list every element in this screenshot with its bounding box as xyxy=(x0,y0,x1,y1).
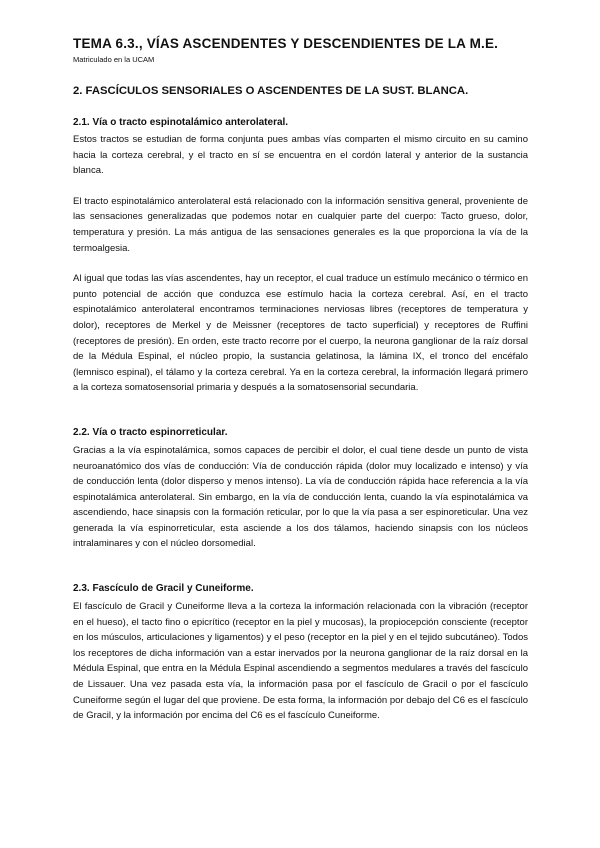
subsection-title-2-1: 2.1. Vía o tracto espinotalámico anterolateral. xyxy=(73,117,289,128)
subsection-title-2-2: 2.2. Vía o tracto espinorreticular. xyxy=(73,426,228,438)
paragraph: El fascículo de Gracil y Cuneiforme lleva a la corteza la información relacionada con la vibración (receptor en el hueso), el tacto fino o epicrítico (receptor en la piel y mucosas), la propiocepción consciente (receptor en los músculos, articulaciones y ligamentos) y el peso (receptor en la piel y en el tejido subcutáneo). Todos los receptores de dicha información van a estar inervados por la neurona ganglionar de la raíz dorsal en la Médula Espinal, que entra en la Médula Espinal ascendiendo a segmentos medulares a través del fascículo de Lissauer. Una vez pasada esta vía, la información pasa por el fascículo de Gracil o por el fascículo Cuneiforme según el lugar del que proviene. De esta forma, la información por debajo del C6 es el fascículo de Gracil, y la información por encima del C6 es el fascículo Cuneiforme. xyxy=(73,601,528,722)
paragraph: Al igual que todas las vías ascendentes, hay un receptor, el cual traduce un estímulo mecánico o térmico en punto potencial de acción que conduzca ese estímulo hacia la corteza cerebral. Así, en el tracto espinotalámico anterolateral encontramos terminaciones nerviosas libres (receptores de temperatura y dolor), receptores de Merkel y de Meissner (receptores de tacto superficial) y receptores de Ruffini (receptores de presión). En orden, este tracto recorre por el cuerpo, la neurona ganglionar de la raíz dorsal de la Médula Espinal, el núcleo propio, la sustancia gelatinosa, la lámina IX, el tronco del encéfalo (lemnisco espinal), el tálamo y la corteza cerebral. Ya en la corteza cerebral, la información llegará primero a la corteza somatosensorial primaria y después a la somatosensorial secundaria. xyxy=(73,273,528,394)
document-title: TEMA 6.3., VÍAS ASCENDENTES Y DESCENDIENTES DE LA M.E. xyxy=(73,36,499,51)
paragraph: Gracias a la vía espinotalámica, somos capaces de percibir el dolor, el cual tiene desde un punto de vista neuroanatómico dos vías de conducción: Vía de conducción rápida (dolor muy localizado e intenso) y vía de conducción lenta (dolor disperso y menos intenso). La vía de conducción rápida hace referencia a la vía espinotalámica anterolateral. Sin embargo, en la vía de conducción lenta, cuando la vía espinotalámica va ascendiendo, hace sinapsis con la formación reticular, por lo que la vía pasa a ser espinoreticular. Una vez generada la vía espinorreticular, esta asciende a los dos tálamos, haciendo sinapsis con los núcleos intralaminares y con el núcleo dorsomedial. xyxy=(73,444,528,550)
paragraph: El tracto espinotalámico anterolateral está relacionado con la información sensitiva general, proveniente de las sensaciones generalizadas que podemos notar en cualquier parte del cuerpo: Tacto grueso, dolor, temperatura y presión. La más antigua de las sensaciones generales es la que proporciona la vía de la termoalgesia. xyxy=(73,195,528,254)
document-subtitle: Matriculado en la UCAM xyxy=(73,55,155,64)
section-title: 2. FASCÍCULOS SENSORIALES O ASCENDENTES DE LA SUST. BLANCA. xyxy=(73,85,469,97)
paragraph: Estos tractos se estudian de forma conjunta pues ambas vías comparten el mismo circuito en su camino hacia la corteza cerebral, y el tracto en sí se encuentra en el cordón lateral y anterior de la sustancia blanca. xyxy=(73,134,528,177)
document-page xyxy=(73,36,528,724)
subsection-title-2-3: 2.3. Fascículo de Gracil y Cuneiforme. xyxy=(73,583,254,595)
